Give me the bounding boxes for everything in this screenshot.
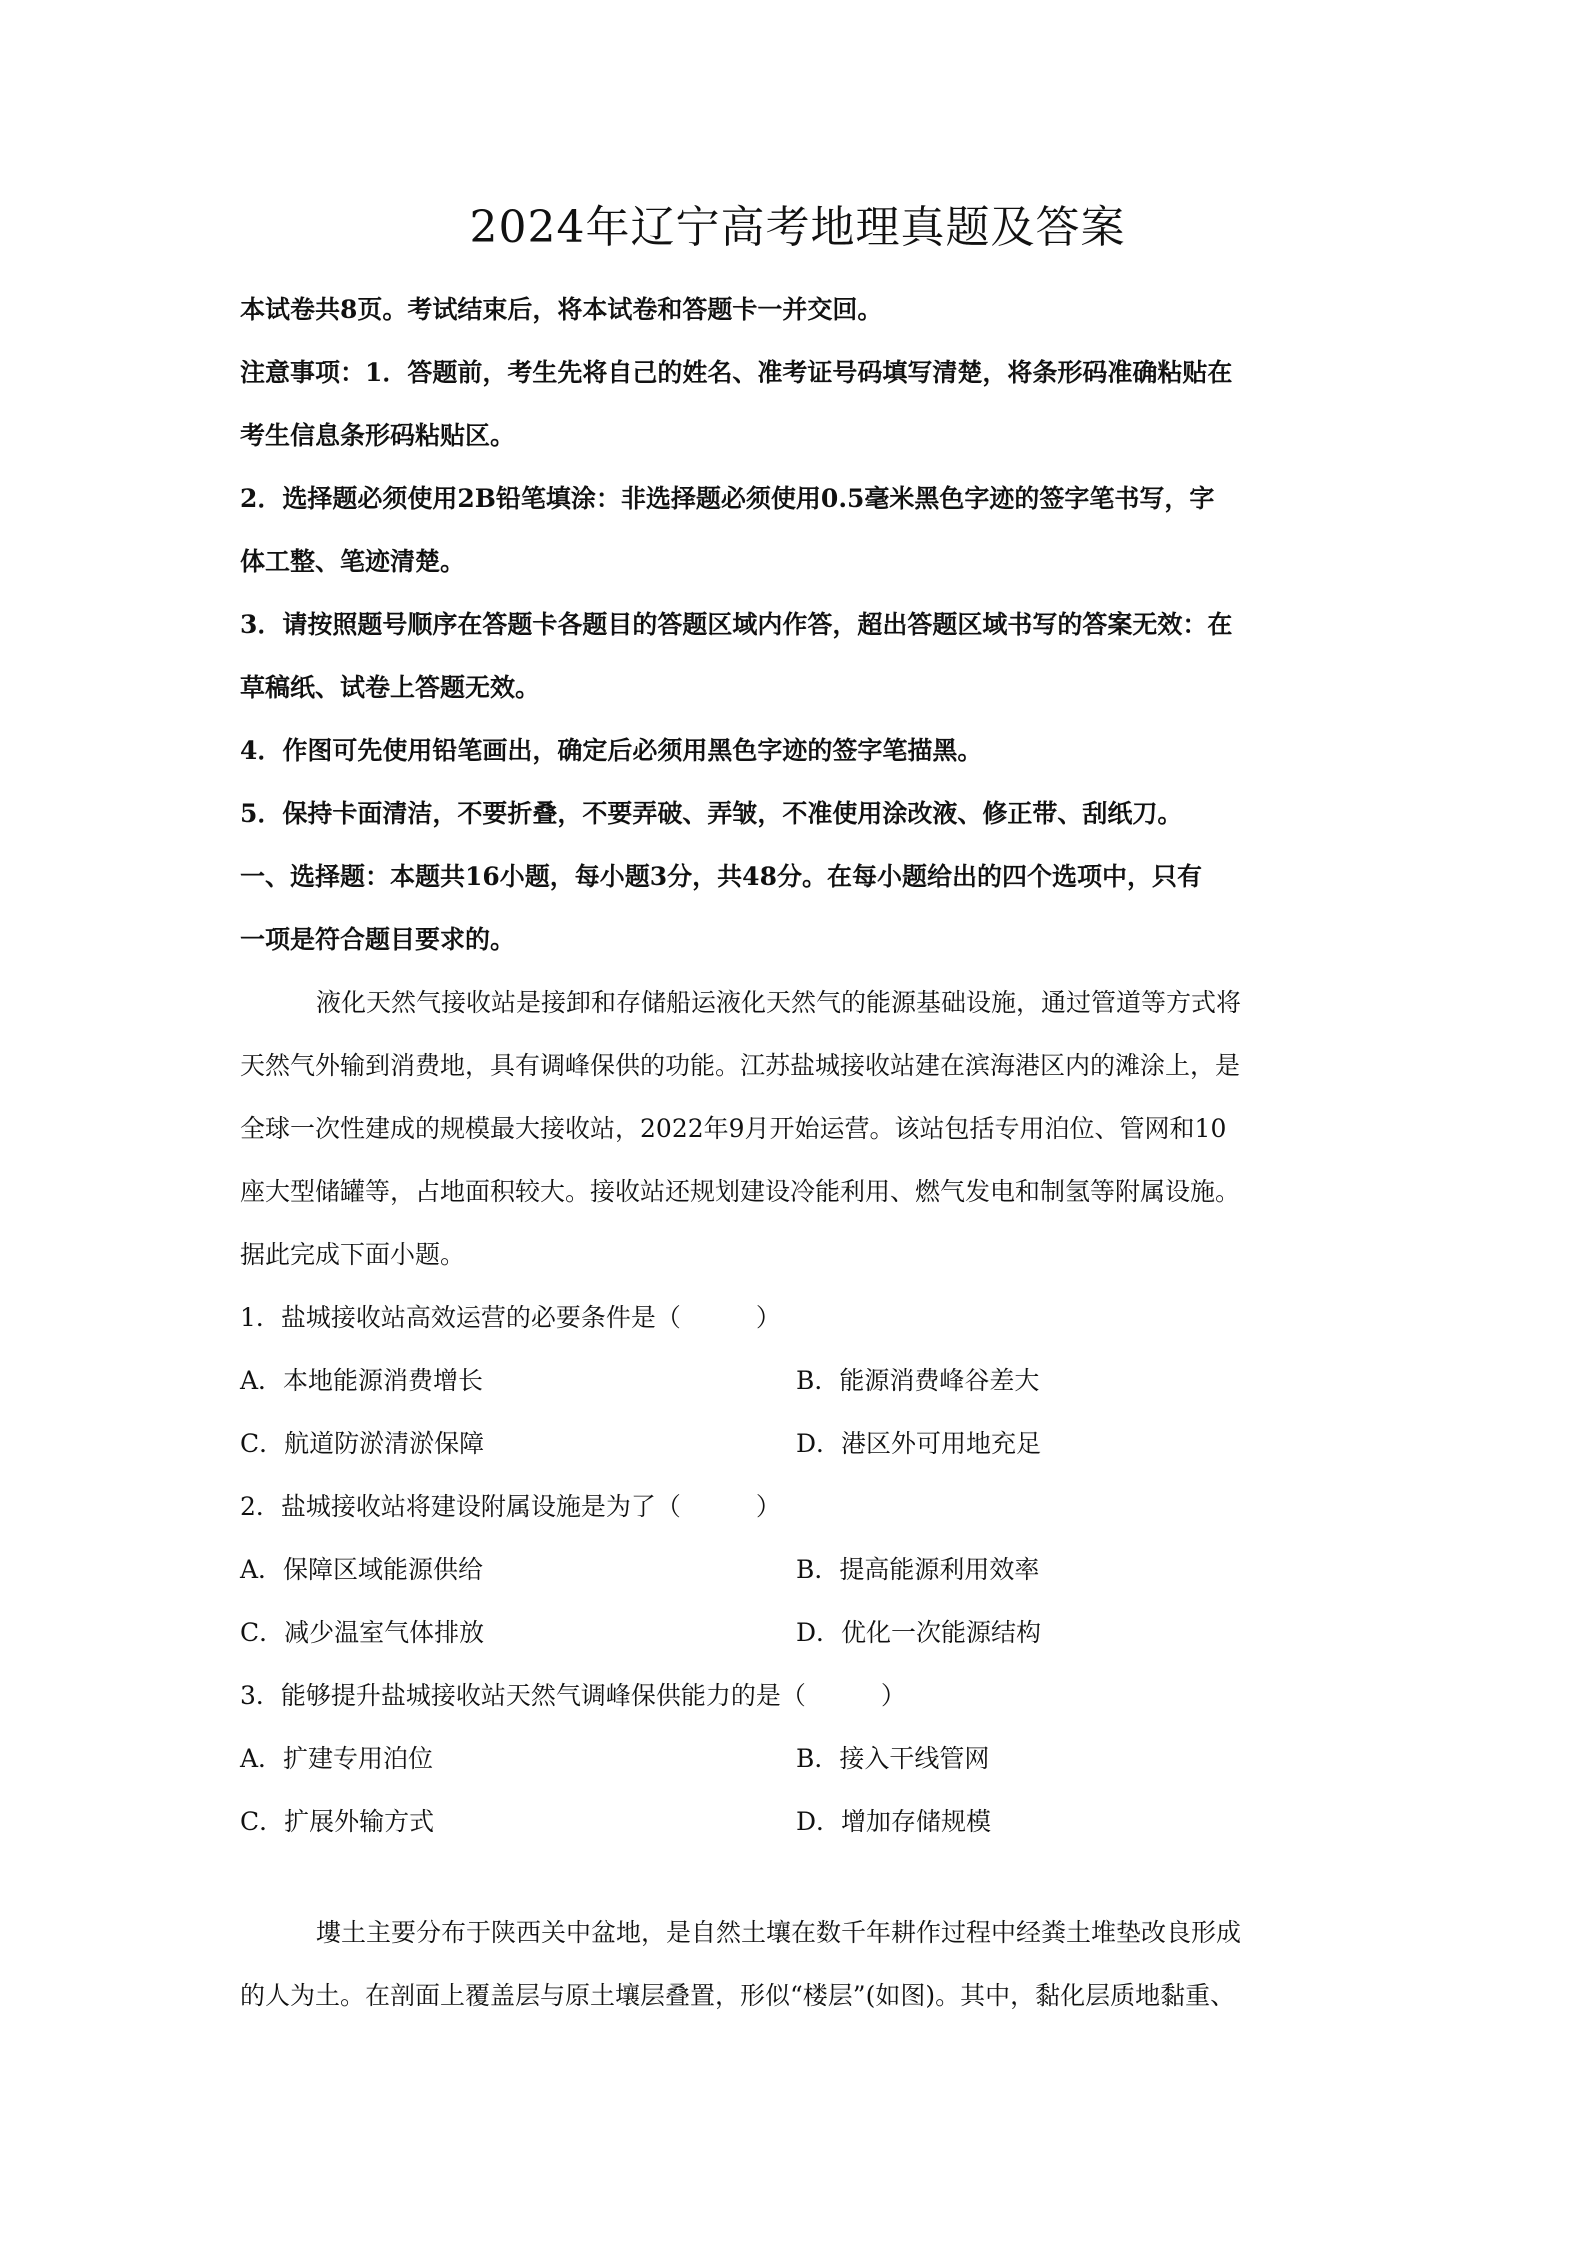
option-d: D．增加存储规模	[796, 1807, 992, 1836]
passage-line: 液化天然气接收站是接卸和存储船运液化天然气的能源基础设施，通过管道等方式将	[316, 988, 1242, 1017]
section-line: 一、选择题：本题共16小题，每小题3分，共48分。在每小题给出的四个选项中，只有	[240, 862, 1202, 891]
option-c: C．减少温室气体排放	[240, 1618, 485, 1647]
passage-line: 座大型储罐等，占地面积较大。接收站还规划建设冷能利用、燃气发电和制氢等附属设施。	[240, 1177, 1241, 1206]
option-c: C．航道防淤清淤保障	[240, 1429, 485, 1458]
exam-page	[240, 200, 1355, 2027]
passage-line: 的人为土。在剖面上覆盖层与原土壤层叠置，形似“楼层”(如图)。其中，黏化层质地黏重、	[240, 1981, 1236, 2010]
options-row	[240, 1601, 1355, 1664]
question-stem: 1．盐城接收站高效运营的必要条件是（ ）	[240, 1303, 781, 1332]
option-a: A．本地能源消费增长	[240, 1366, 484, 1395]
option-a: A．扩建专用泊位	[240, 1744, 434, 1773]
note-line: 3．请按照题号顺序在答题卡各题目的答题区域内作答，超出答题区域书写的答案无效：在	[240, 610, 1233, 639]
passage-line: 天然气外输到消费地，具有调峰保供的功能。江苏盐城接收站建在滨海港区内的滩涂上，是	[240, 1051, 1241, 1080]
passage-soil	[240, 1901, 1355, 2027]
options-row	[240, 1412, 1355, 1475]
blank-gap	[240, 1853, 1355, 1901]
question-2	[240, 1475, 1355, 1664]
note-line: 考生信息条形码粘贴区。	[240, 421, 516, 450]
options-row	[240, 1538, 1355, 1601]
note-line: 5．保持卡面清洁，不要折叠，不要弄破、弄皱，不准使用涂改液、修正带、刮纸刀。	[240, 799, 1183, 828]
passage-lng	[240, 971, 1355, 1286]
option-b: B．提高能源利用效率	[796, 1555, 1040, 1584]
option-c: C．扩展外输方式	[240, 1807, 435, 1836]
notes-block	[240, 341, 1355, 845]
note-line: 2．选择题必须使用2B铅笔填涂：非选择题必须使用0.5毫米黑色字迹的签字笔书写，字	[240, 484, 1215, 513]
option-b: B．能源消费峰谷差大	[796, 1366, 1040, 1395]
section-heading	[240, 845, 1355, 971]
section-line: 一项是符合题目要求的。	[240, 925, 516, 954]
note-line: 体工整、笔迹清楚。	[240, 547, 466, 576]
question-stem: 2．盐城接收站将建设附属设施是为了（ ）	[240, 1492, 781, 1521]
option-a: A．保障区域能源供给	[240, 1555, 484, 1584]
note-line: 4．作图可先使用铅笔画出，确定后必须用黑色字迹的签字笔描黑。	[240, 736, 983, 765]
note-line: 草稿纸、试卷上答题无效。	[240, 673, 541, 702]
question-3	[240, 1664, 1355, 1853]
options-row	[240, 1790, 1355, 1853]
options-row	[240, 1349, 1355, 1412]
intro-text: 本试卷共8页。考试结束后，将本试卷和答题卡一并交回。	[240, 295, 883, 324]
passage-line: 塿土主要分布于陕西关中盆地，是自然土壤在数千年耕作过程中经粪土堆垫改良形成	[316, 1918, 1242, 1947]
page-title: 2024年辽宁高考地理真题及答案	[469, 202, 1126, 253]
option-b: B．接入干线管网	[796, 1744, 990, 1773]
question-1	[240, 1286, 1355, 1475]
passage-line: 全球一次性建成的规模最大接收站，2022年9月开始运营。该站包括专用泊位、管网和10	[240, 1114, 1227, 1143]
options-row	[240, 1727, 1355, 1790]
question-stem: 3．能够提升盐城接收站天然气调峰保供能力的是（ ）	[240, 1681, 906, 1710]
passage-line: 据此完成下面小题。	[240, 1240, 466, 1269]
option-d: D．优化一次能源结构	[796, 1618, 1042, 1647]
option-d: D．港区外可用地充足	[796, 1429, 1042, 1458]
note-line: 注意事项：1．答题前，考生先将自己的姓名、准考证号码填写清楚，将条形码准确粘贴在	[240, 358, 1233, 387]
